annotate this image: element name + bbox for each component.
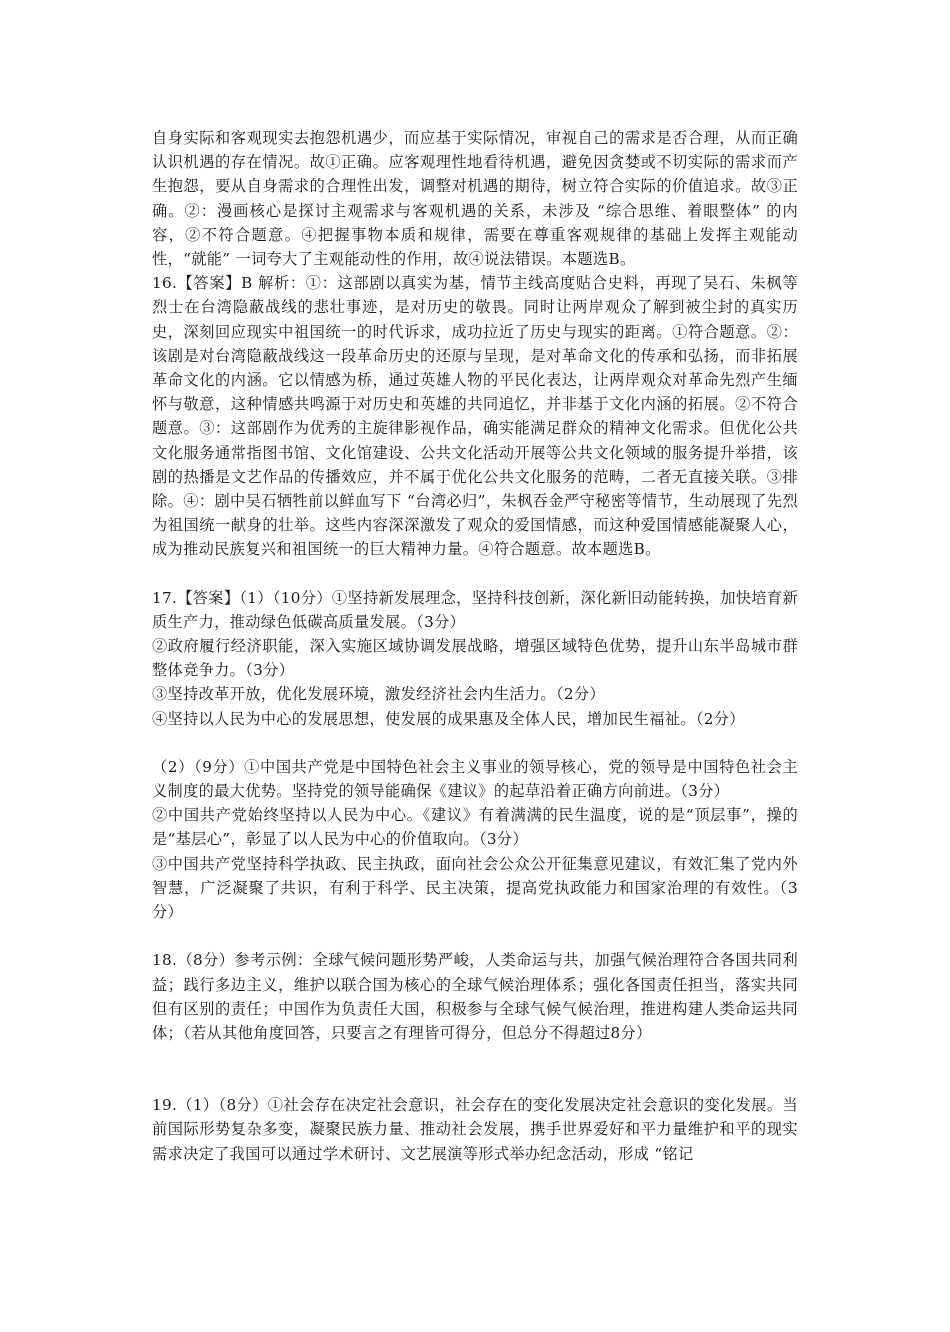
paragraph-17-part1-point4: ④坚持以人民为中心的发展思想，使发展的成果惠及全体人民，增加民生福祉。（2分） <box>152 709 745 728</box>
paragraph-16-answer: 16.【答案】B 解析：①：这部剧以真实为基，情节主线高度贴合史料，再现了吴石、朱枫等烈士在台湾隐蔽战线的悲壮事迹，是对历史的敬畏。同时让两岸观众了解到被尘封的真实历史，深刻回应现实中祖国统一的时代诉求，成功拉近了历史与现实的距离。①符合题意。②：该剧是对台湾隐蔽战线这一段革命历史的还原与呈现，是对革命文化的传承和弘扬，而非拓展革命文化的内涵。它以情感为桥，通过英雄人物的平民化表达，让两岸观众对革命先烈产生缅怀与敬意，这种情感共鸣源于对历史和英雄的共同追忆，并非基于文化内涵的拓展。②不符合题意。③：这部剧作为优秀的主旋律影视作品，确实能满足群众的精神文化需求。但优化公共文化服务通常指图书馆、文化馆建设、公共文化活动开展等公共文化领域的服务提升举措，该剧的热播是文艺作品的传播效应，并不属于优化公共文化服务的范畴，二者无直接关联。③排除。④：剧中吴石牺牲前以鲜血写下 “台湾必归”，朱枫吞金严守秘密等情节，生动展现了先烈为祖国统一献身的壮举。这些内容深深激发了观众的爱国情感，而这种爱国情感能凝聚人心，成为推动民族复兴和祖国统一的巨大精神力量。④符合题意。故本题选B。 <box>152 274 798 559</box>
paragraph-15-continued: 自身实际和客观现实去抱怨机遇少，而应基于实际情况，审视自己的需求是否合理，从而正确认识机遇的存在情况。故①正确。应客观理性地看待机遇，避免因贪婪或不切实际的需求而产生抱怨，要从自身需求的合理性出发，调整对机遇的期待，树立符合实际的价值追求。故③正确。②：漫画核心是探讨主观需求与客观机遇的关系，未涉及 “综合思维、着眼整体” 的内容，②不符合题意。④把握事物本质和规律，需要在尊重客观规律的基础上发挥主观能动性，“就能” 一词夸大了主观能动性的作用，故④说法错误。本题选B。 <box>152 129 798 269</box>
answer-document <box>152 126 798 1166</box>
spacer <box>152 1045 798 1093</box>
spacer <box>152 924 798 948</box>
paragraph-17-part1-point1: 17.【答案】（1）（10分）①坚持新发展理念，坚持科技创新，深化新旧动能转换，加快培育新质生产力，推动绿色低碳高质量发展。（3分） <box>152 588 799 631</box>
paragraph-17-part2-point1: （2）（9分）①中国共产党是中国特色社会主义事业的领导核心，党的领导是中国特色社会主义制度的最大优势。坚持党的领导能确保《建议》的起草沿着正确方向前进。（3分） <box>152 757 798 801</box>
paragraph-17-part2-point3: ③中国共产党坚持科学执政、民主执政，面向社会公众公开征集意见建议，有效汇集了党内外智慧，广泛凝聚了共识，有利于科学、民主决策，提高党执政能力和国家治理的有效性。（3分） <box>152 854 798 922</box>
paragraph-17-part2-point2: ②中国共产党始终坚持以人民为中心。《建议》有着满满的民生温度，说的是“顶层事”，操的是“基层心”，彰显了以人民为中心的价值取向。（3分） <box>152 806 798 849</box>
spacer <box>152 731 798 755</box>
paragraph-17-part1-point3: ③坚持改革开放，优化发展环境，激发经济社会内生活力。（2分） <box>152 685 605 704</box>
paragraph-18-answer: 18.（8分）参考示例：全球气候问题形势严峻，人类命运与共，加强气候治理符合各国共同利益；践行多边主义，维护以联合国为核心的全球气候治理体系；强化各国责任担当，落实共同但有区别的责任；中国作为负责任大国，积极参与全球气候气候治理，推进构建人类命运共同体；（若从其他角度回答，只要言之有理皆可得分，但总分不得超过8分） <box>152 951 798 1042</box>
spacer <box>152 562 798 586</box>
paragraph-17-part1-point2: ②政府履行经济职能，深入实施区域协调发展战略，增强区域特色优势，提升山东半岛城市群整体竞争力。（3分） <box>152 637 798 680</box>
paragraph-19-answer: 19.（1）（8分）①社会存在决定社会意识，社会存在的变化发展决定社会意识的变化发展。当前国际形势复杂多变，凝聚民族力量、推动社会发展，携手世界爱好和平力量维护和平的现实需求决定了我国可以通过学术研讨、文艺展演等形式举办纪念活动，形成 “铭记 <box>152 1096 798 1163</box>
